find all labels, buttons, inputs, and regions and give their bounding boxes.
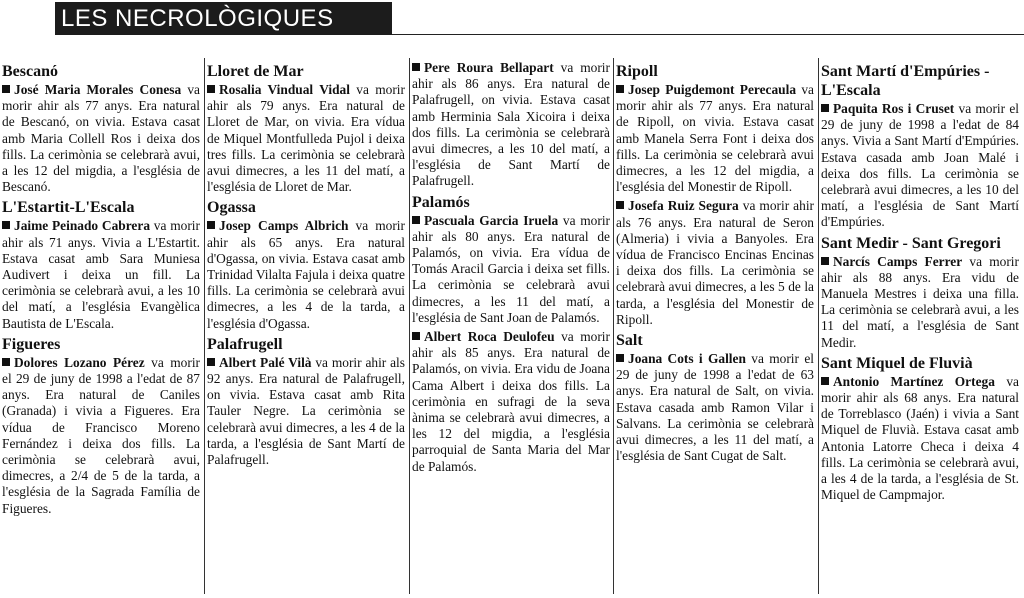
obituary-text: va morir ahir als 79 anys. Era natural de Lloret de Mar, on vivia. Era vídua de Miquel Montfulleda Pujol i deixa tres fills. La cerimònia se celebrarà avui dimecres, a les 11 del matí, a l'església de Lloret de Mar. <box>207 82 405 195</box>
column-4 <box>616 60 814 467</box>
deceased-name: Josep Puigdemont Perecaula <box>628 82 797 97</box>
deceased-name: Paquita Ros i Cruset <box>833 101 955 116</box>
column-divider <box>409 58 410 594</box>
bullet-square-icon <box>821 104 829 112</box>
bullet-square-icon <box>616 354 624 362</box>
section-title: LES NECROLÒGIQUES <box>61 5 334 32</box>
obituary-text: va morir ahir als 86 anys. Era natural de Palafrugell, on vivia. Estava casat amb Herminia Sala Xicoira i deixa dos fills. La cerimònia se celebrarà avui dimecres, a les 10 del matí, a l'església de Sant Martí de Palafrugell. <box>412 60 610 189</box>
bullet-square-icon <box>616 85 624 93</box>
town-heading: Sant Miquel de Fluvià <box>821 354 973 372</box>
header-rule <box>392 34 1024 35</box>
bullet-square-icon <box>616 201 624 209</box>
bullet-square-icon <box>2 85 10 93</box>
bullet-square-icon <box>412 216 420 224</box>
obituary-entry <box>616 351 814 464</box>
town-heading: Figueres <box>2 335 61 353</box>
town-heading: Palamós <box>412 193 470 211</box>
bullet-square-icon <box>412 63 420 71</box>
column-2 <box>207 60 405 471</box>
town-heading: Lloret de Mar <box>207 63 304 80</box>
obituary-text: va morir ahir als 68 anys. Era natural de Torreblasco (Jaén) i vivia a Sant Miquel de Fluvià. Estava casat amb Antonia Latorre Checa i deixa 4 fills. La cerimònia se celebrarà avui, a les 4 de la tarda, a l'església de St. Miquel de Campmajor. <box>821 373 1019 503</box>
column-divider <box>818 58 819 594</box>
obituary-entry <box>616 198 814 328</box>
obituary-entry <box>2 355 200 517</box>
obituary-text: va morir ahir als 88 anys. Era vidu de Manuela Mestres i deixa una filla. La cerimònia se celebrarà avui, a les 11 del matí, a l'església de Sant Medir. <box>821 253 1019 350</box>
obituary-text: va morir ahir als 77 anys. Era natural de Ripoll, on vivia. Estava casat amb Manela Serra Font i deixa dos fills. La cerimònia se celebrarà avui dimecres, a les 12 del migdia, a l'església del Monestir de Ripoll. <box>616 82 814 195</box>
obituary-text: va morir el 29 de juny de 1998 a l'edat de 87 anys. Era natural de Caniles (Granada) i vivia a Figueres. Era vídua de Francisco Moreno Fernández i deixa dos fills. La cerimònia se celebrarà avui, dimecres, a 2/4 de 5 de la tarda, a l'església de la Sagrada Família de Figueres. <box>2 354 200 516</box>
deceased-name: Pascuala Garcia Iruela <box>424 212 559 228</box>
column-divider <box>613 58 614 594</box>
deceased-name: Josep Camps Albrich <box>219 218 349 234</box>
obituary-entry <box>2 218 200 331</box>
obituary-text: va morir el 29 de juny de 1998 a l'edat de 84 anys. Vivia a Sant Martí d'Empúries. Estava casada amb Joan Malé i deixa dos fills. La cerimònia se celebrarà avui dimecres, a les 10 del matí, a l'església de Sant Martí d'Empúries. <box>821 101 1019 230</box>
obituary-text: va morir ahir als 65 anys. Era natural d'Ogassa, on vivia. Estava casat amb Trinidad Vilalta Fajula i deixa quatre fills. La cerimònia se celebrarà avui dimecres, a les 4 de la tarda, a l'església d'Ogassa. <box>207 218 405 331</box>
obituary-entry <box>821 254 1019 351</box>
deceased-name: Antonio Martínez Ortega <box>833 373 995 389</box>
deceased-name: Albert Palé Vilà <box>219 354 312 370</box>
town-heading: Ripoll <box>616 63 658 80</box>
obituary-text: va morir ahir als 77 anys. Era natural de Bescanó, on vivia. Estava casat amb Maria Collell Ros i deixa dos fills. La cerimònia se celebrarà avui, a les 12 del migdia, a l'església de Bescanó. <box>2 82 200 195</box>
obituary-entry <box>821 101 1019 231</box>
obituary-entry <box>412 329 610 475</box>
town-heading: Bescanó <box>2 63 58 80</box>
town-heading: Palafrugell <box>207 335 283 353</box>
column-5 <box>821 60 1019 506</box>
deceased-name: Joana Cots i Gallen <box>628 351 746 367</box>
obituary-entry <box>821 374 1019 504</box>
column-1 <box>2 60 200 520</box>
deceased-name: Albert Roca Deulofeu <box>424 329 555 345</box>
bullet-square-icon <box>2 358 10 366</box>
obituary-entry <box>207 82 405 195</box>
town-heading: Salt <box>616 332 643 350</box>
town-heading: Sant Martí d'Empúries - L'Escala <box>821 63 990 99</box>
section-banner <box>55 2 392 35</box>
column-divider <box>204 58 205 594</box>
deceased-name: Dolores Lozano Pérez <box>14 354 145 370</box>
bullet-square-icon <box>2 221 10 229</box>
bullet-square-icon <box>207 85 215 93</box>
deceased-name: José Maria Morales Conesa <box>14 82 182 97</box>
deceased-name: Rosalia Vindual Vidal <box>219 82 350 97</box>
obituary-entry <box>412 213 610 326</box>
obituary-text: va morir ahir als 92 anys. Era natural de Palafrugell, on vivia. Estava casat amb Rita Tauler Negre. La cerimònia se celebrarà avui dimecres, a les 4 de la tarda, a l'església de Sant Martí de Palafrugell. <box>207 354 405 468</box>
deceased-name: Narcís Camps Ferrer <box>833 253 963 269</box>
obituary-text: va morir ahir als 85 anys. Era natural de Palamós, on vivia. Era vidu de Joana Cama Albert i deixa dos fills. La cerimònia en sufragi de la seva ànima se celebrarà avui dimecres, a les 12 del migdia, a l'església parroquial de Santa Maria del Mar de Palamós. <box>412 329 610 474</box>
town-heading: Ogassa <box>207 199 256 217</box>
deceased-name: Pere Roura Bellapart <box>424 60 554 75</box>
deceased-name: Jaime Peinado Cabrera <box>14 218 151 234</box>
obituary-entry <box>616 82 814 195</box>
obituary-text: va morir ahir als 76 anys. Era natural de Seron (Almeria) i vivia a Banyoles. Era vídua de Francisco Encinas Encinas i deixa dos fills. La cerimònia se celebrarà avui dimecres, a les 5 de la tarda, a l'església del Monestir de Ripoll. <box>616 198 815 327</box>
obituary-text: va morir ahir als 71 anys. Vivia a L'Estartit. Estava casat amb Sara Muniesa Audivert i deixa un fill. La cerimònia se celebrarà avui, a les 10 del matí, a l'església Evangèlica Bautista de L'Escala. <box>2 218 200 331</box>
obituary-entry <box>412 60 610 190</box>
bullet-square-icon <box>412 332 420 340</box>
town-heading: L'Estartit-L'Escala <box>2 199 135 217</box>
obituary-entry <box>207 218 405 331</box>
bullet-square-icon <box>821 377 829 385</box>
bullet-square-icon <box>207 358 215 366</box>
bullet-square-icon <box>207 221 215 229</box>
obituary-text: va morir ahir als 80 anys. Era natural de Palamós, on vivia. Era vídua de Tomás Aracil Garcia i deixa set fills. La cerimònia se celebrarà avui dimecres, a les 11 del matí, a l'església de Sant Joan de Palamós. <box>412 212 610 325</box>
obituary-text: va morir el 29 de juny de 1998 a l'edat de 63 anys. Era natural de Salt, on vivia. Estava casada amb Ramon Vilar i Salvans. La cerimònia se celebrarà avui dimecres, a les 11 del matí, a l'església de Sant Cugat de Salt. <box>616 351 814 464</box>
obituary-entry <box>2 82 200 195</box>
deceased-name: Josefa Ruiz Segura <box>628 198 739 214</box>
bullet-square-icon <box>821 257 829 265</box>
town-heading: Sant Medir - Sant Gregori <box>821 234 1001 252</box>
column-3 <box>412 60 610 478</box>
obituary-entry <box>207 355 405 468</box>
